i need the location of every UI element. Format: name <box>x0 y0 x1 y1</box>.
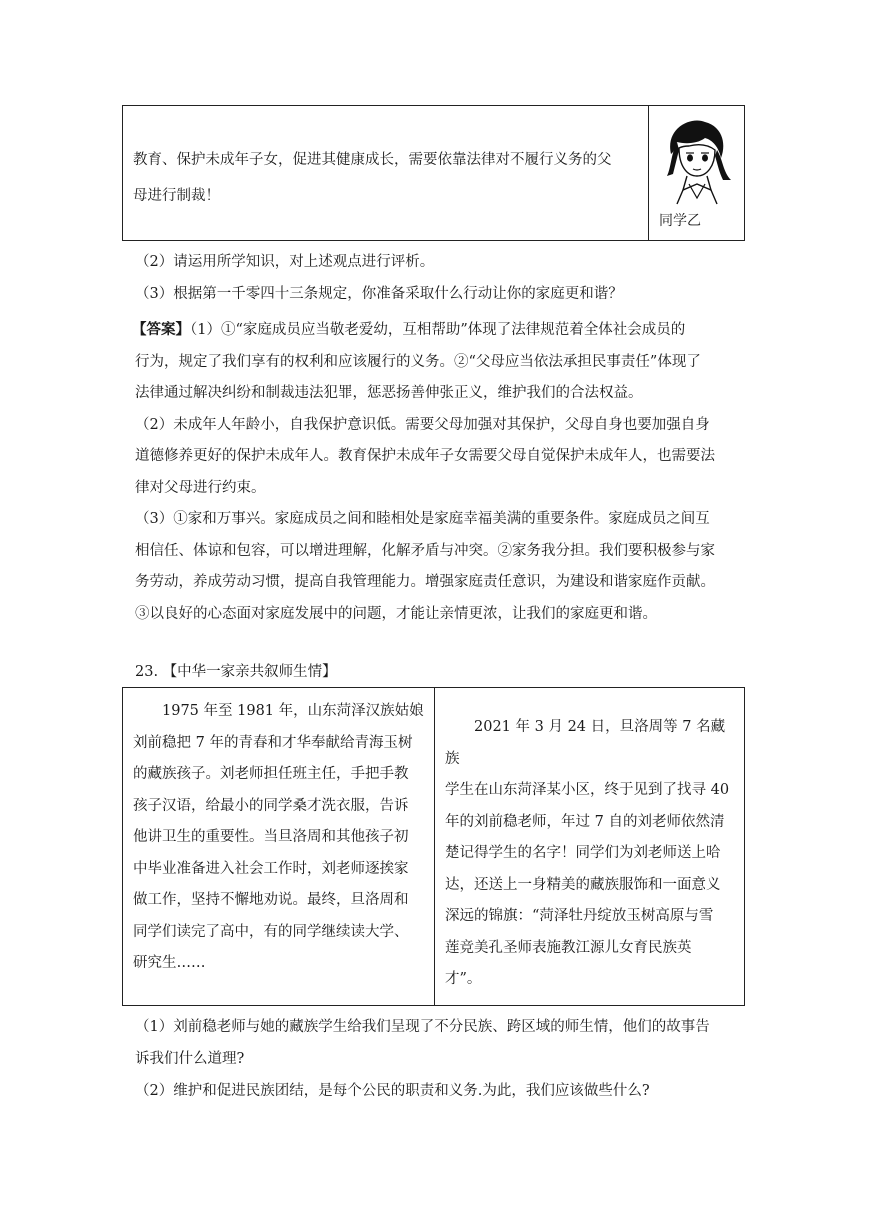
story-left-line: 研究生…… <box>133 955 206 971</box>
story-left-line: 做工作，坚持不懈地劝说。最终，旦洛周和 <box>133 892 409 908</box>
q23-question-1-line2: 诉我们什么道理? <box>135 1051 245 1067</box>
story-left-line: 同学们读完了高中，有的同学继续读大学、 <box>133 923 409 940</box>
answer-p3-line1: （3）①家和万事兴。家庭成员之间和睦相处是家庭幸福美满的重要条件。家庭成员之间互 <box>135 511 710 527</box>
student-cell <box>649 106 744 240</box>
answer-p2-line2: 道德修养更好的保护未成年人。教育保护未成年子女需要父母自觉保护未成年人，也需要法 <box>135 448 715 464</box>
story-left-cell <box>123 688 435 1005</box>
q23-question-2: （2）维护和促进民族团结，是每个公民的职责和义务.为此，我们应该做些什么? <box>135 1083 650 1099</box>
story-right-cell <box>435 688 744 1005</box>
answer-p2-line3: 律对父母进行约束。 <box>135 479 266 496</box>
story-right-line: 才”。 <box>445 971 482 987</box>
student-girl-illustration <box>657 114 735 206</box>
answer-label: 【答案】 <box>132 321 190 338</box>
story-left-line: 刘前稳把 7 年的青春和才华奉献给青海玉树 <box>133 734 413 751</box>
q23-question-1-line1: （1）刘前稳老师与她的藏族学生给我们呈现了不分民族、跨区域的师生情，他们的故事告 <box>135 1019 710 1035</box>
answer-p3-line4: ③以良好的心态面对家庭发展中的问题，才能让亲情更浓，让我们的家庭更和谐。 <box>135 605 657 622</box>
opinion-text-line: 母进行制裁！ <box>133 188 220 204</box>
story-left-line: 中毕业准备进入社会工作时，刘老师逐挨家 <box>133 860 409 877</box>
story-left-line: 他讲卫生的重要性。当旦洛周和其他孩子初 <box>133 829 409 845</box>
question-23-heading: 23. 【中华一家亲共叙师生情】 <box>135 664 337 680</box>
story-right-line: 楚记得学生的名字！同学们为刘老师送上哈 <box>445 845 721 861</box>
question-2: （2）请运用所学知识，对上述观点进行评析。 <box>135 254 435 270</box>
answer-section <box>132 314 735 630</box>
opinion-text-line: 教育、保护未成年子女，促进其健康成长，需要依靠法律对不履行义务的父 <box>133 152 612 168</box>
story-right-line: 达，还送上一身精美的藏族服饰和一面意义 <box>445 876 721 893</box>
question-3: （3）根据第一千零四十三条规定，你准备采取什么行动让你的家庭更和谐？ <box>135 286 623 302</box>
answer-text: （1）①“家庭成员应当敬老爱幼，互相帮助”体现了法律规范着全体社会成员的 <box>190 322 686 338</box>
story-right-line: 深远的锦旗：“菏泽牡丹绽放玉树高原与雪 <box>445 908 714 924</box>
story-left-line: 的藏族孩子。刘老师担任班主任，手把手教 <box>133 766 409 782</box>
student-caption: 同学乙 <box>659 213 701 229</box>
answer-p2-line1: （2）未成年人年龄小，自我保护意识低。需要父母加强对其保护，父母自身也要加强自身 <box>135 416 710 433</box>
story-right-line: 学生在山东菏泽某小区，终于见到了找寻 40 <box>445 782 730 798</box>
story-right-line: 莲竞美孔圣师表施教江源儿女育民族英 <box>445 939 692 956</box>
opinion-table <box>122 105 745 241</box>
answer-p1-line2: 行为，规定了我们享有的权利和应该履行的义务。②“父母应当依法承担民事责任”体现了 <box>135 353 701 370</box>
story-right-line: 2021 年 3 月 24 日，旦洛周等 7 名藏族 <box>445 719 726 767</box>
story-left-line: 孩子汉语，给最小的同学桑才洗衣服，告诉 <box>133 797 409 814</box>
opinion-text-cell <box>123 106 649 240</box>
story-right-line: 年的刘前稳老师，年过 7 自的刘老师依然清 <box>445 813 725 830</box>
answer-p3-line3: 务劳动，养成劳动习惯，提高自我管理能力。增强家庭责任意识，为建设和谐家庭作贡献。 <box>135 574 715 590</box>
answer-p3-line2: 相信任、体谅和包容，可以增进理解，化解矛盾与冲突。②家务我分担。我们要积极参与家 <box>135 542 715 559</box>
story-left-line: 1975 年至 1981 年，山东菏泽汉族姑娘 <box>162 703 424 719</box>
answer-p1-line1 <box>132 314 735 347</box>
answer-p1-line3: 法律通过解决纠纷和制裁违法犯罪，惩恶扬善伸张正义，维护我们的合法权益。 <box>135 385 643 401</box>
story-table <box>122 687 745 1006</box>
